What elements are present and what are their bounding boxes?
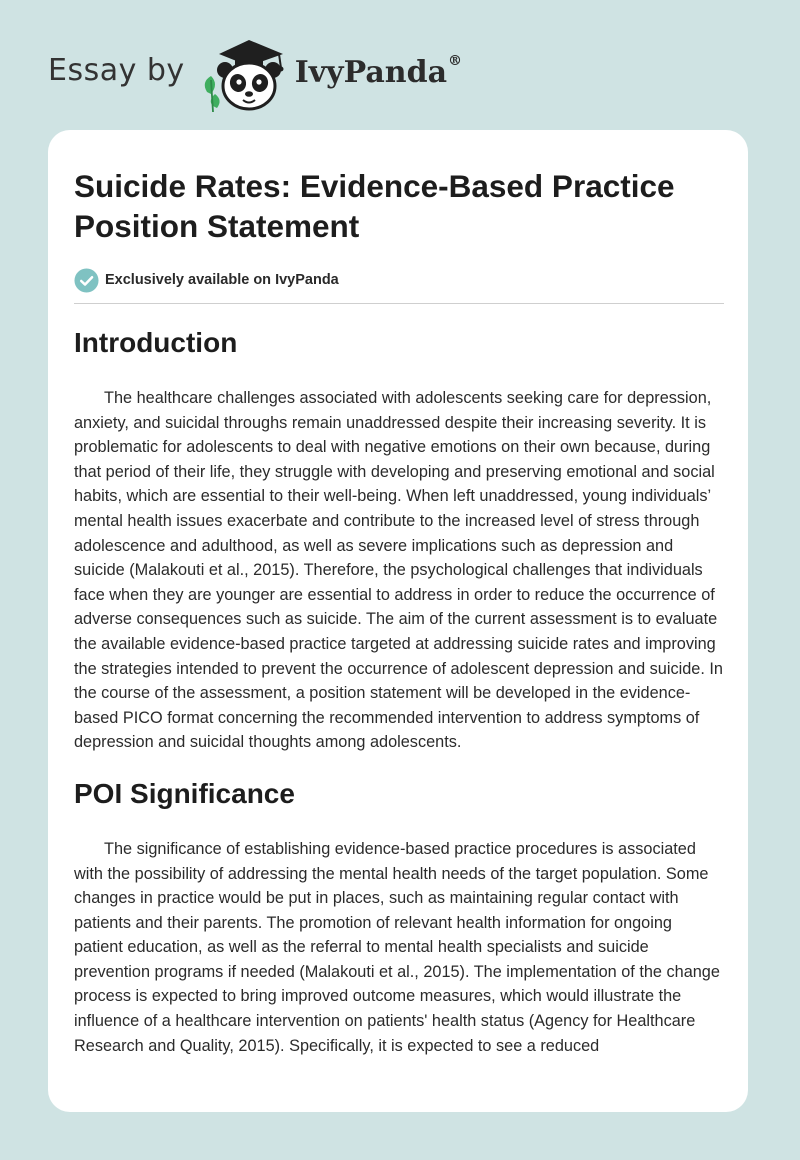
registered-mark: ® xyxy=(448,52,463,69)
brand-prefix: Essay by xyxy=(48,52,185,88)
essay-card xyxy=(48,130,748,1112)
check-circle-icon xyxy=(74,268,99,293)
panda-logo-icon xyxy=(199,34,291,114)
section-heading-poi-significance: POI Significance xyxy=(74,777,295,809)
paragraph-poi-significance: The significance of establishing evidence-based practice procedures is associated with the possibility of addressing the mental health needs of the target population. Some changes in practice would be put in places, such as maintaining regular contact with patients and their parents. The promotion of relevant health information for ongoing patient education, as well as the referral to mental health specialists and suicide prevention programs if needed (Malakouti et al., 2015). The implementation of the change process is expected to bring improved outcome measures, which would illustrate the influence of a healthcare intervention on patients' health status (Agency for Healthcare Research and Quality, 2015). Specifically, it is expected to see a reduced xyxy=(74,839,720,1055)
exclusive-badge xyxy=(74,267,724,293)
site-brand[interactable] xyxy=(48,34,462,114)
brand-name: IvyPanda® xyxy=(294,52,463,90)
exclusive-badge-text: Exclusively available on IvyPanda xyxy=(105,272,339,288)
paragraph-introduction: The healthcare challenges associated with adolescents seeking care for depression, anxiety, and suicidal throughs remain unaddressed despite their increasing severity. It is problematic for adolescents to deal with negative emotions on their own because, during that period of their life, they struggle with developing and preserving emotional and social habits, which are essential to their well-being. When left unaddressed, young individuals’ mental health issues exacerbate and contribute to the increased level of stress through adolescence and adulthood, as well as severe implications such as depression and suicide (Malakouti et al., 2015). Therefore, the psychological challenges that individuals face when they are younger are essential to address in order to reduce the occurrence of adverse consequences such as suicide. The aim of the current assessment is to evaluate the available evidence-based practice targeted at addressing suicide rates and improving the strategies intended to prevent the occurrence of adolescent depression and suicide. In the course of the assessment, a position statement will be developed in the evidence-based PICO format concerning the recommended intervention to address symptoms of depression and suicidal thoughts among adolescents. xyxy=(74,389,723,752)
title-divider xyxy=(74,303,724,304)
essay-content xyxy=(74,166,724,1058)
essay-title: Suicide Rates: Evidence-Based Practice Position Statement xyxy=(74,168,675,244)
section-heading-introduction: Introduction xyxy=(74,327,238,358)
